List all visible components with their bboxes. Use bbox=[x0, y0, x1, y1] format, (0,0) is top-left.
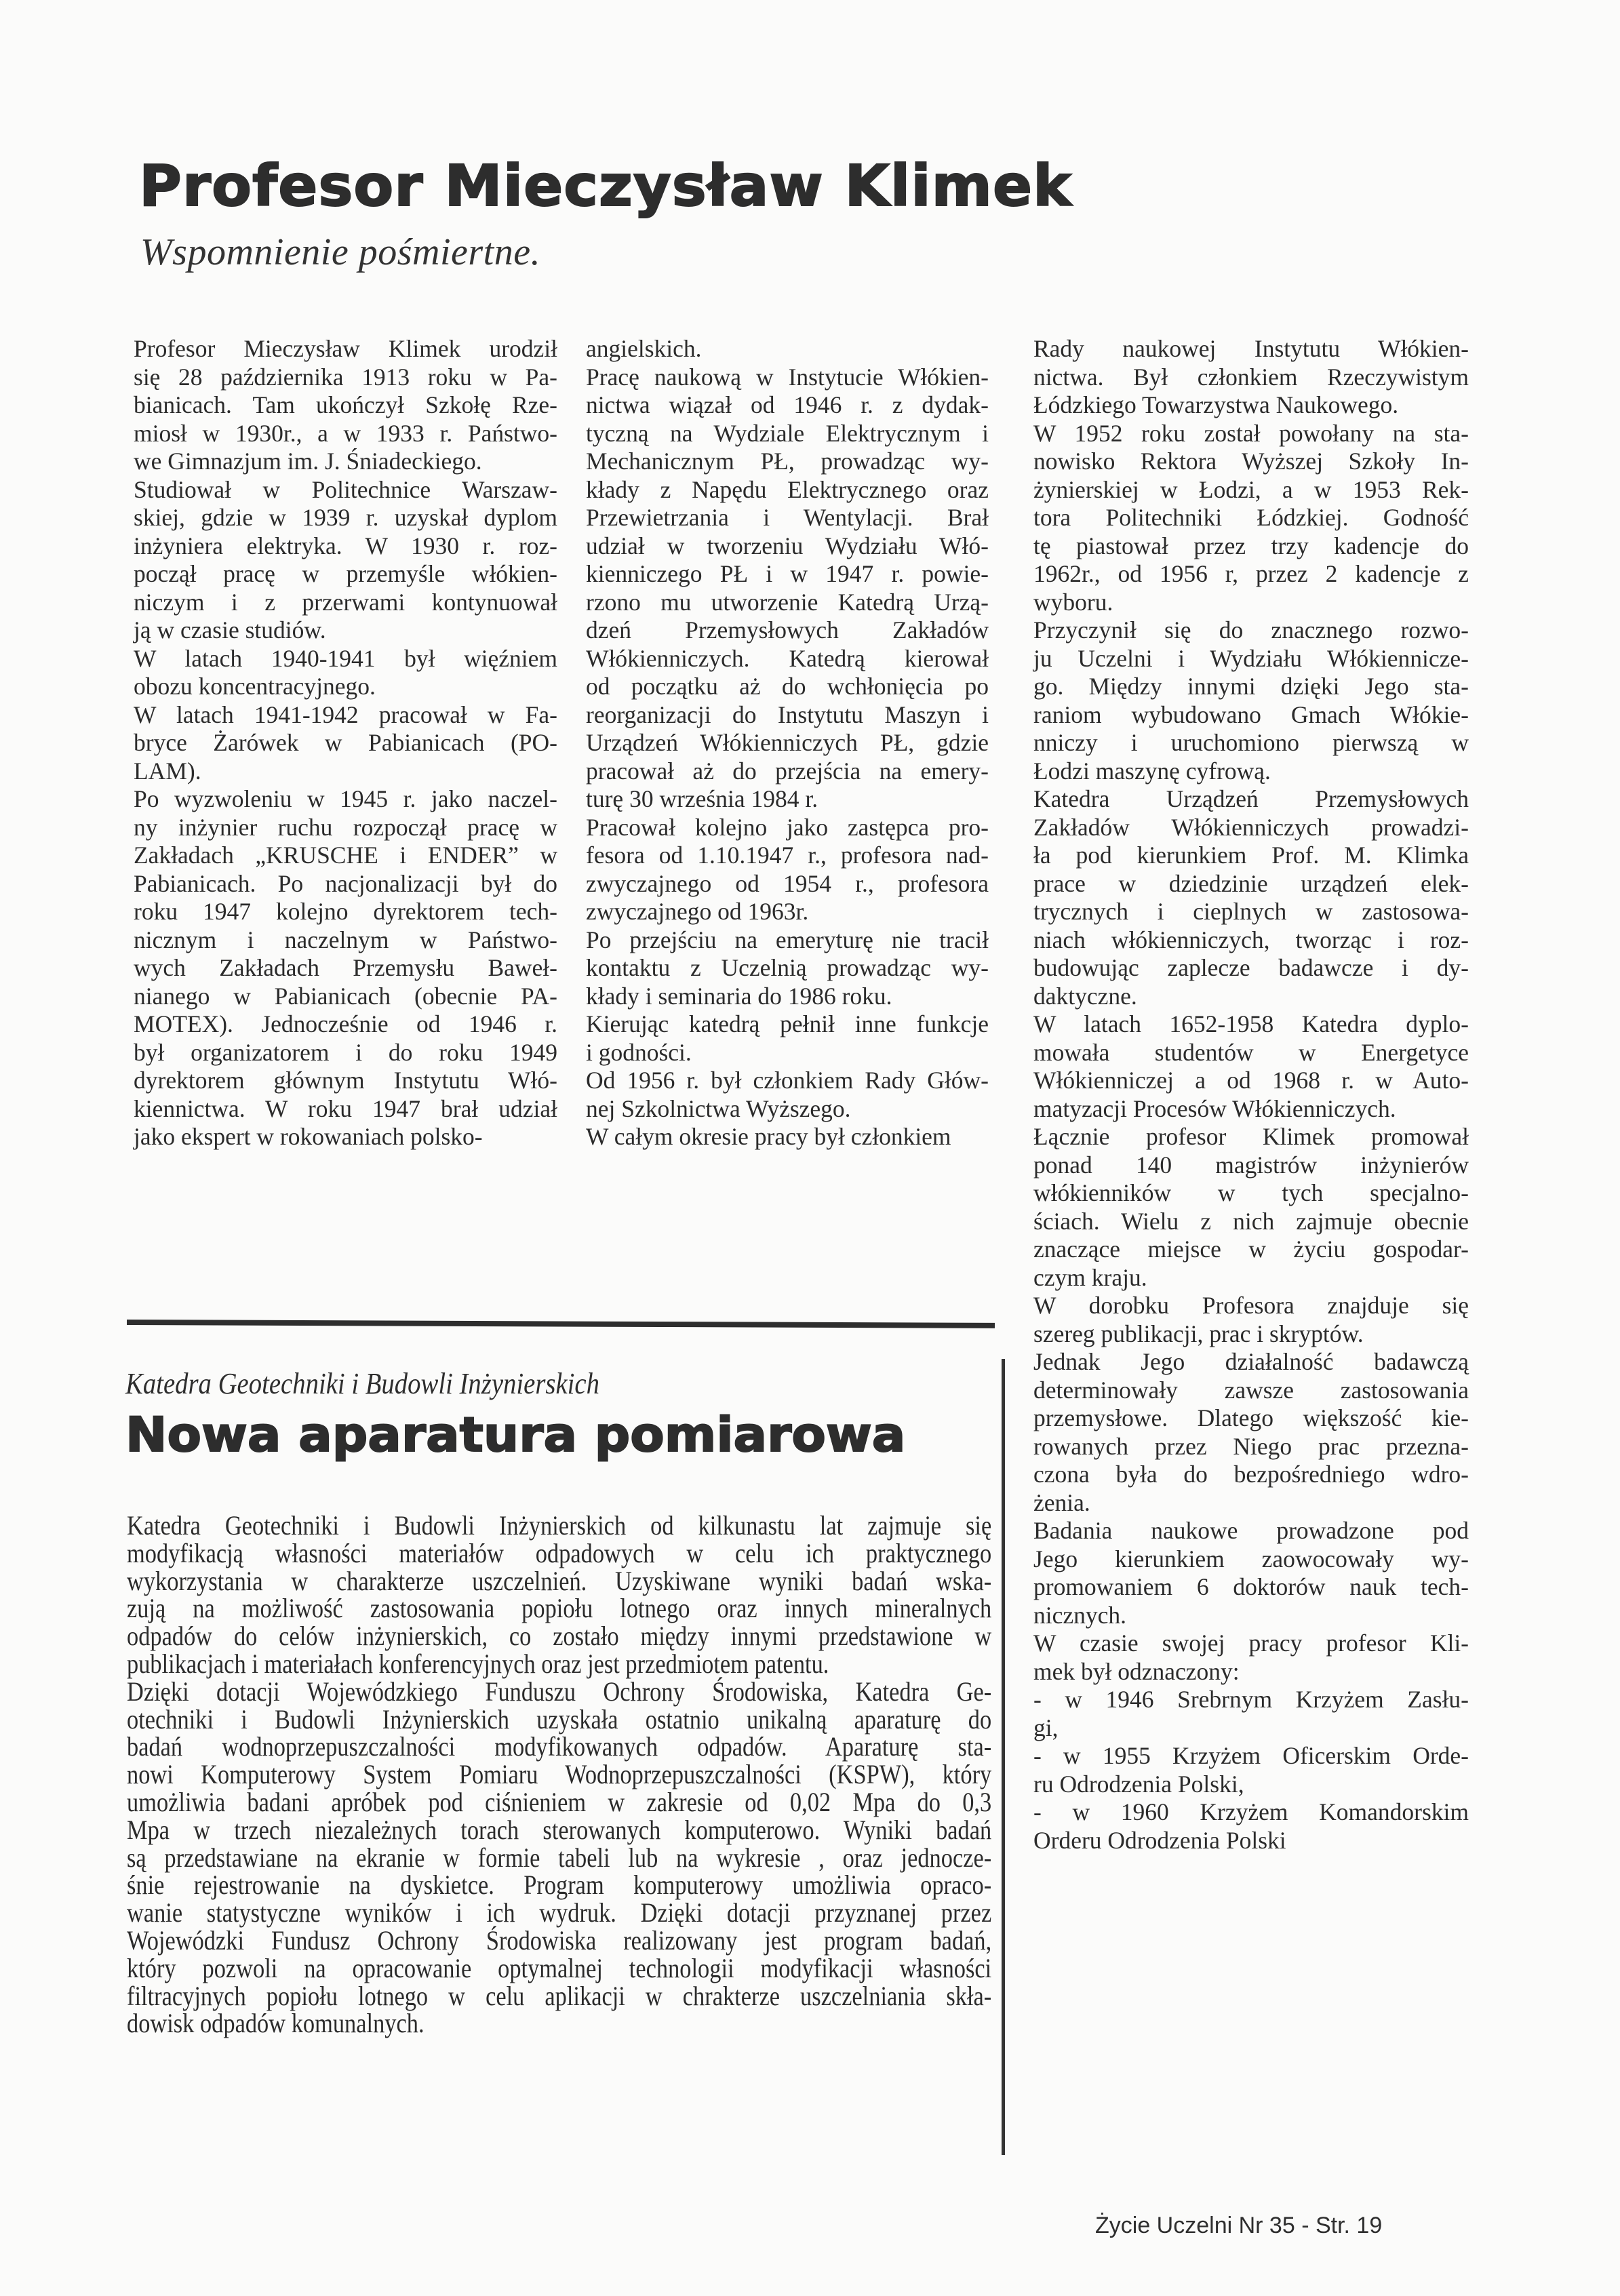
text-line: Łodzi maszynę cyfrową. bbox=[1033, 757, 1271, 785]
text-line: ju Uczelni i Wydziału Włókiennicze- bbox=[1033, 644, 1469, 672]
text-line: nictwa wiązał od 1946 r. z dydak- bbox=[586, 391, 989, 418]
text-line: Łódzkiego Towarzystwa Naukowego. bbox=[1033, 391, 1399, 418]
text-line: promowaniem 6 doktorów nauk tech- bbox=[1033, 1573, 1469, 1600]
text-line: ponad 140 magistrów inżynierów bbox=[1033, 1151, 1469, 1179]
text-line: dzeń Przemysłowych Zakładów bbox=[586, 616, 989, 644]
text-line: Urządzeń Włókienniczych PŁ, gdzie bbox=[586, 729, 989, 756]
text-line: nniczy i uruchomiono pierwszą w bbox=[1033, 729, 1469, 756]
text-line: czym kraju. bbox=[1033, 1263, 1147, 1291]
text-line: prace w dziedzinie urządzeń elek- bbox=[1033, 869, 1469, 897]
text-line: 1962r., od 1956 r, przez 2 kadencje z bbox=[1033, 560, 1469, 587]
article2-body bbox=[127, 1512, 991, 2038]
text-line: udział w tworzeniu Wydziału Włó- bbox=[586, 532, 989, 559]
text-line: pracował aż do przejścia na emery- bbox=[586, 757, 989, 785]
text-line: W czasie swojej pracy profesor Kli- bbox=[1033, 1629, 1469, 1657]
text-line: - w 1955 Krzyżem Oficerskim Orde- bbox=[1033, 1742, 1469, 1769]
text-line: rzono mu utworzenie Katedrą Urzą- bbox=[586, 588, 989, 616]
text-line: obozu koncentracyjnego. bbox=[134, 673, 376, 700]
text-line: rowanych przez Niego prac przezna- bbox=[1033, 1432, 1469, 1460]
text-line: Pracował kolejno jako zastępca pro- bbox=[586, 813, 989, 841]
text-line: raniom wybudowano Gmach Włókie- bbox=[1033, 700, 1469, 728]
text-line: W latach 1941-1942 pracował w Fa- bbox=[134, 700, 557, 728]
text-line: żenia. bbox=[1033, 1488, 1090, 1516]
text-line: Przewietrzania i Wentylacji. Brał bbox=[586, 504, 989, 531]
text-line: publikacjach i materiałach konferencyjnych oraz jest przedmiotem patentu. bbox=[127, 1648, 829, 1679]
text-line: go. Między innymi dzięki Jego sta- bbox=[1033, 673, 1469, 700]
text-line: Włókienniczych. Katedrą kierował bbox=[586, 644, 989, 672]
text-line: bianicach. Tam ukończył Szkołę Rze- bbox=[134, 391, 557, 418]
text-line: nianego w Pabianicach (obecnie PA- bbox=[134, 982, 557, 1010]
text-line: przemysłowe. Dlatego większość kie- bbox=[1033, 1404, 1469, 1431]
text-line: W dorobku Profesora znajduje się bbox=[1033, 1292, 1469, 1319]
text-line: nicznym i naczelnym w Państwo- bbox=[134, 926, 557, 953]
column-3 bbox=[1033, 335, 1469, 1855]
text-line: tora Politechniki Łódzkiej. Godność bbox=[1033, 504, 1469, 531]
text-line: - w 1946 Srebrnym Krzyżem Zasłu- bbox=[1033, 1686, 1469, 1713]
text-line: Jego kierunkiem zaowocowały wy- bbox=[1033, 1545, 1469, 1572]
text-line: Dzięki dotacji Wojewódzkiego Funduszu Ochrony Środowiska, Katedra Ge- bbox=[127, 1676, 992, 1707]
text-line: jako ekspert w rokowaniach polsko- bbox=[134, 1123, 483, 1150]
text-line: niach włókienniczych, tworząc i roz- bbox=[1033, 926, 1469, 953]
text-line: niczym i z przerwami kontynuował bbox=[134, 588, 557, 616]
text-line: we Gimnazjum im. J. Śniadeckiego. bbox=[134, 448, 482, 475]
text-line: mek był odznaczony: bbox=[1033, 1657, 1240, 1685]
article-title: Profesor Mieczysław Klimek bbox=[139, 153, 1073, 219]
text-line: Łącznie profesor Klimek promował bbox=[1033, 1123, 1469, 1150]
text-line: MOTEX). Jednocześnie od 1946 r. bbox=[134, 1010, 557, 1037]
text-line: dyrektorem głównym Instytutu Włó- bbox=[134, 1067, 557, 1094]
text-line: szereg publikacji, prac i skryptów. bbox=[1033, 1320, 1364, 1347]
text-line: nictwa. Był członkiem Rzeczywistym bbox=[1033, 363, 1469, 391]
text-line: ła pod kierunkiem Prof. M. Klimka bbox=[1033, 842, 1469, 869]
text-line: zwyczajnego od 1954 r., profesora bbox=[586, 869, 989, 897]
text-line: fesora od 1.10.1947 r., profesora nad- bbox=[586, 842, 989, 869]
text-line: Katedra Urządzeń Przemysłowych bbox=[1033, 785, 1469, 812]
text-line: dowisk odpadów komunalnych. bbox=[127, 2008, 424, 2039]
text-line: Włókienniczej a od 1968 r. w Auto- bbox=[1033, 1067, 1469, 1094]
text-line: reorganizacji do Instytutu Maszyn i bbox=[586, 700, 989, 728]
text-line: roku 1947 kolejno dyrektorem tech- bbox=[134, 898, 557, 925]
text-line: Zakładów Włókienniczych prowadzi- bbox=[1033, 813, 1469, 841]
text-line: badań wodnoprzepuszczalności modyfikowanych odpadów. Aparaturę sta- bbox=[127, 1731, 992, 1762]
text-line: ją w czasie studiów. bbox=[134, 616, 326, 644]
text-line: Od 1956 r. był członkiem Rady Głów- bbox=[586, 1067, 989, 1094]
text-line: nicznych. bbox=[1033, 1601, 1127, 1629]
text-line: kłady i seminaria do 1986 roku. bbox=[586, 982, 892, 1010]
text-line: od początku aż do wchłonięcia po bbox=[586, 673, 989, 700]
text-line: W całym okresie pracy był członkiem bbox=[586, 1123, 951, 1150]
text-line: W 1952 roku został powołany na sta- bbox=[1033, 419, 1469, 447]
text-line: angielskich. bbox=[586, 335, 702, 362]
text-line: daktyczne. bbox=[1033, 982, 1137, 1010]
text-line: wych Zakładach Przemysłu Baweł- bbox=[134, 954, 557, 981]
column-1 bbox=[134, 335, 557, 1151]
text-line: nowisko Rektora Wyższej Szkoły In- bbox=[1033, 448, 1469, 475]
text-line: filtracyjnych popiołu lotnego w celu aplikacji w chrakterze uszczelniania skła- bbox=[127, 1980, 992, 2011]
text-line: W latach 1940-1941 był więźniem bbox=[134, 644, 557, 672]
text-line: kontaktu z Uczelnią prowadząc wy- bbox=[586, 954, 989, 981]
column-divider bbox=[1002, 1359, 1005, 2155]
text-line: Pabianicach. Po nacjonalizacji był do bbox=[134, 869, 557, 897]
text-line: odpadów do celów inżynierskich, co zostało między innymi przedstawione w bbox=[127, 1621, 992, 1652]
text-line: Po przejściu na emeryturę nie tracił bbox=[586, 926, 989, 953]
text-line: bryce Żarówek w Pabianicach (PO- bbox=[134, 729, 557, 756]
text-line: kłady z Napędu Elektrycznego oraz bbox=[586, 475, 989, 503]
article2-kicker: Katedra Geotechniki i Budowli Inżynierskich bbox=[125, 1367, 599, 1400]
text-line: są przedstawiane na ekranie w formie tabeli lub na wykresie , oraz jednocze- bbox=[127, 1842, 992, 1873]
text-line: umożliwia badani apróbek pod ciśnieniem w zakresie od 0,02 Mpa do 0,3 bbox=[127, 1786, 992, 1817]
text-line: otechniki i Budowli Inżynierskich uzyskała ostatnio unikalną aparaturę do bbox=[127, 1703, 992, 1735]
text-line: żynierskiej w Łodzi, a w 1953 Rek- bbox=[1033, 475, 1469, 503]
text-line: mowała studentów w Energetyce bbox=[1033, 1038, 1469, 1066]
text-line: Pracę naukową w Instytucie Włókien- bbox=[586, 363, 989, 391]
text-line: Kierując katedrą pełnił inne funkcje bbox=[586, 1010, 989, 1037]
text-line: czona była do bezpośredniego wdro- bbox=[1033, 1461, 1469, 1488]
text-line: kienniczego PŁ i w 1947 r. powie- bbox=[586, 560, 989, 587]
text-line: turę 30 września 1984 r. bbox=[586, 785, 818, 812]
text-line: nej Szkolnictwa Wyższego. bbox=[586, 1094, 851, 1122]
section-divider bbox=[127, 1320, 995, 1328]
text-line: Po wyzwoleniu w 1945 r. jako naczel- bbox=[134, 785, 557, 812]
text-line: ściach. Wielu z nich zajmuje obecnie bbox=[1033, 1207, 1469, 1235]
text-line: miosł w 1930r., a w 1933 r. Państwo- bbox=[134, 419, 557, 447]
text-line: który pozwoli na opracowanie optymalnej technologii modyfikacji własności bbox=[127, 1952, 992, 1983]
text-line: Profesor Mieczysław Klimek urodził bbox=[134, 335, 557, 362]
article2-title: Nowa aparatura pomiarowa bbox=[125, 1407, 906, 1463]
text-line: determinowały zawsze zastosowania bbox=[1033, 1376, 1469, 1404]
column-2 bbox=[586, 335, 989, 1151]
article-subtitle: Wspomnienie pośmiertne. bbox=[140, 231, 541, 273]
text-line: Katedra Geotechniki i Budowli Inżynierskich od kilkunastu lat zajmuje się bbox=[127, 1510, 992, 1541]
text-line: Mechanicznym PŁ, prowadząc wy- bbox=[586, 448, 989, 475]
text-line: zwyczajnego od 1963r. bbox=[586, 898, 809, 925]
text-line: Rady naukowej Instytutu Włókien- bbox=[1033, 335, 1469, 362]
text-line: - w 1960 Krzyżem Komandorskim bbox=[1033, 1798, 1469, 1825]
text-line: śnie rejestrowanie na dyskietce. Program komputerowy umożliwia opraco- bbox=[127, 1869, 992, 1901]
text-line: tyczną na Wydziale Elektrycznym i bbox=[586, 419, 989, 447]
text-line: zują na możliwość zastosowania popiołu lotnego oraz innych mineralnych bbox=[127, 1593, 992, 1624]
text-line: i godności. bbox=[586, 1038, 692, 1066]
text-line: Przyczynił się do znacznego rozwo- bbox=[1033, 616, 1469, 644]
text-line: Wojewódzki Fundusz Ochrony Środowiska realizowany jest program badań, bbox=[127, 1924, 992, 1956]
text-line: tę piastował przez trzy kadencje do bbox=[1033, 532, 1469, 559]
text-line: znaczące miejsce w życiu gospodar- bbox=[1033, 1235, 1469, 1263]
page-footer: Życie Uczelni Nr 35 - Str. 19 bbox=[1095, 2213, 1383, 2238]
text-line: Studiował w Politechnice Warszaw- bbox=[134, 475, 557, 503]
text-line: się 28 października 1913 roku w Pa- bbox=[134, 363, 557, 391]
text-line: ru Odrodzenia Polski, bbox=[1033, 1770, 1244, 1798]
text-line: trycznych i cieplnych w zastosowa- bbox=[1033, 898, 1469, 925]
text-line: wanie statystyczne wyników i ich wydruk. Dzięki dotacji przyznanej przez bbox=[127, 1897, 992, 1928]
text-line: matyzacji Procesów Włókienniczych. bbox=[1033, 1094, 1396, 1122]
text-line: począł pracę w przemyśle włókien- bbox=[134, 560, 557, 587]
text-line: Jednak Jego działalność badawczą bbox=[1033, 1348, 1469, 1375]
text-line: był organizatorem i do roku 1949 bbox=[134, 1038, 557, 1066]
text-line: kiennictwa. W roku 1947 brał udział bbox=[134, 1094, 557, 1122]
text-line: LAM). bbox=[134, 757, 201, 785]
text-line: inżyniera elektryka. W 1930 r. roz- bbox=[134, 532, 557, 559]
text-line: modyfikacją własności materiałów odpadowych w celu ich praktycznego bbox=[127, 1537, 992, 1568]
text-line: Mpa w trzech niezależnych torach sterowanych komputerowo. Wyniki badań bbox=[127, 1814, 992, 1845]
text-line: Orderu Odrodzenia Polski bbox=[1033, 1826, 1286, 1854]
text-line: Zakładach „KRUSCHE i ENDER” w bbox=[134, 842, 557, 869]
text-line: budowując zaplecze badawcze i dy- bbox=[1033, 954, 1469, 981]
text-line: wyboru. bbox=[1033, 588, 1113, 616]
text-line: włókienników w tych specjalno- bbox=[1033, 1179, 1469, 1206]
text-line: Badania naukowe prowadzone pod bbox=[1033, 1517, 1469, 1544]
text-line: gi, bbox=[1033, 1714, 1059, 1741]
text-line: ny inżynier ruchu rozpoczął pracę w bbox=[134, 813, 557, 841]
text-line: wykorzystania w charakterze uszczelnień. Uzyskiwane wyniki badań wska- bbox=[127, 1565, 992, 1596]
text-line: nowi Komputerowy System Pomiaru Wodnoprzepuszczalności (KSPW), który bbox=[127, 1759, 992, 1790]
text-line: W latach 1652-1958 Katedra dyplo- bbox=[1033, 1010, 1469, 1037]
text-line: skiej, gdzie w 1939 r. uzyskał dyplom bbox=[134, 504, 557, 531]
